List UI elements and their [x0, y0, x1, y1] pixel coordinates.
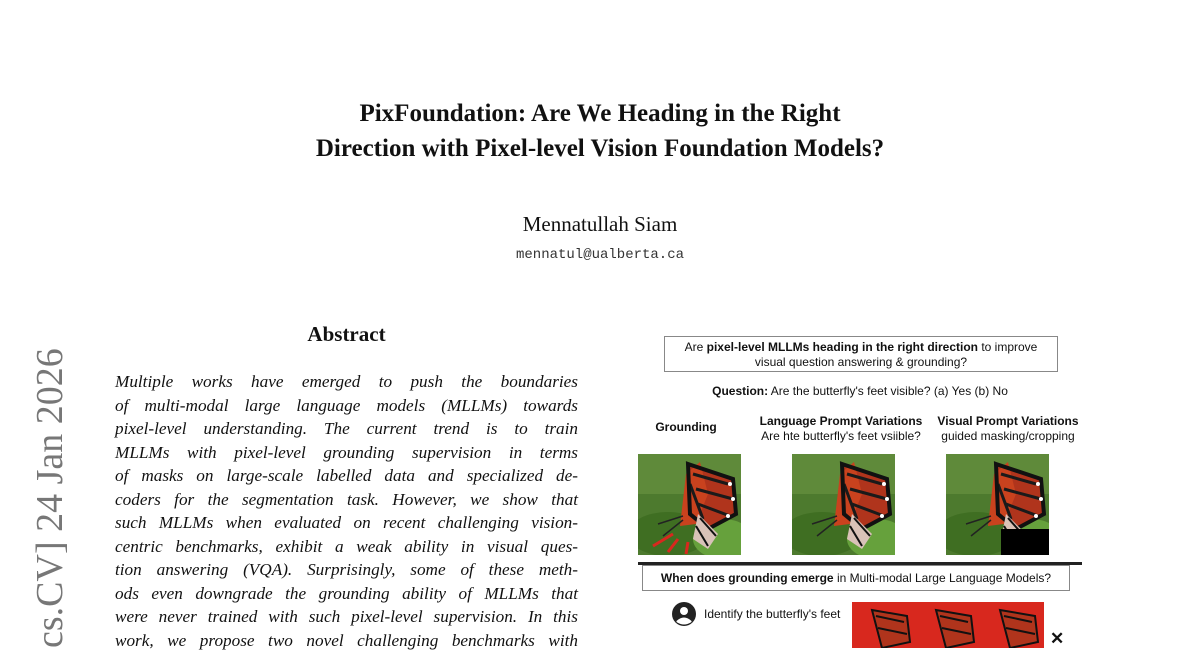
col3-subtitle: guided masking/cropping — [941, 429, 1074, 443]
box1-text-post: to improve — [978, 340, 1037, 354]
abstract-body — [115, 370, 578, 652]
col1-title: Grounding — [646, 420, 726, 435]
title-line-2: Direction with Pixel-level Vision Foundation Models? — [0, 131, 1200, 166]
author-name: Mennatullah Siam — [0, 212, 1200, 237]
question-label: Question: — [712, 384, 768, 398]
box1-text-line2: visual question answering & grounding? — [755, 355, 967, 369]
abstract-line: Multiple works have emerged to push the boundaries — [115, 370, 578, 394]
box1-text-bold: pixel-level MLLMs heading in the right direction — [707, 340, 978, 354]
abstract-line: pixel-level understanding. The current trend is to train — [115, 417, 578, 441]
butterfly-image-language — [792, 454, 895, 555]
figure-emergence-question-box — [642, 565, 1070, 591]
title-line-1: PixFoundation: Are We Heading in the Right — [0, 96, 1200, 131]
col2-title: Language Prompt Variations — [746, 414, 936, 429]
box2-text-post: in Multi-modal Large Language Models? — [834, 571, 1051, 585]
figure-main-question-box — [664, 336, 1058, 372]
teaser-figure — [630, 330, 1090, 648]
abstract-line: of multi-modal large language models (MLLMs) towards — [115, 394, 578, 418]
user-prompt-text: Identify the butterfly's feet — [704, 607, 840, 621]
close-icon: ✕ — [1050, 629, 1064, 649]
abstract-line: ods even downgrade the grounding ability of MLLMs that — [115, 582, 578, 606]
user-icon — [672, 602, 696, 626]
question-text: Are the butterfly's feet visible? (a) Yes (b) No — [768, 384, 1008, 398]
col-visual-heading — [928, 414, 1088, 444]
abstract-line: coders for the segmentation task. However, we show that — [115, 488, 578, 512]
butterfly-image-grounding — [638, 454, 741, 555]
abstract-heading: Abstract — [115, 322, 578, 347]
result-thumb-3 — [980, 602, 1044, 648]
user-prompt-row — [672, 602, 1092, 648]
col2-subtitle: Are hte butterfly's feet vsiible? — [761, 429, 921, 443]
box1-text-pre: Are — [685, 340, 707, 354]
abstract-line: MLLMs with pixel-level grounding supervision in terms — [115, 441, 578, 465]
abstract-line: such MLLMs when evaluated on recent challenging vision- — [115, 511, 578, 535]
result-thumb-1 — [852, 602, 916, 648]
result-thumb-2 — [916, 602, 980, 648]
abstract-line: tion answering (VQA). Surprisingly, some of these meth- — [115, 558, 578, 582]
col-grounding-heading — [646, 420, 726, 435]
col3-title: Visual Prompt Variations — [928, 414, 1088, 429]
abstract-line: work, we propose two novel challenging benchmarks with — [115, 629, 578, 652]
box2-text-bold: When does grounding emerge — [661, 571, 834, 585]
arxiv-stamp: cs.CV] 24 Jan 2026 — [28, 348, 72, 648]
abstract-line: centric benchmarks, exhibit a weak ability in visual ques- — [115, 535, 578, 559]
paper-title — [0, 96, 1200, 166]
col-language-heading — [746, 414, 936, 444]
figure-question — [630, 384, 1090, 398]
butterfly-image-visual — [946, 454, 1049, 555]
abstract-line: were never trained with such pixel-level supervision. In this — [115, 605, 578, 629]
author-email: mennatul@ualberta.ca — [0, 247, 1200, 263]
abstract-line: of masks on large-scale labelled data and specialized de- — [115, 464, 578, 488]
